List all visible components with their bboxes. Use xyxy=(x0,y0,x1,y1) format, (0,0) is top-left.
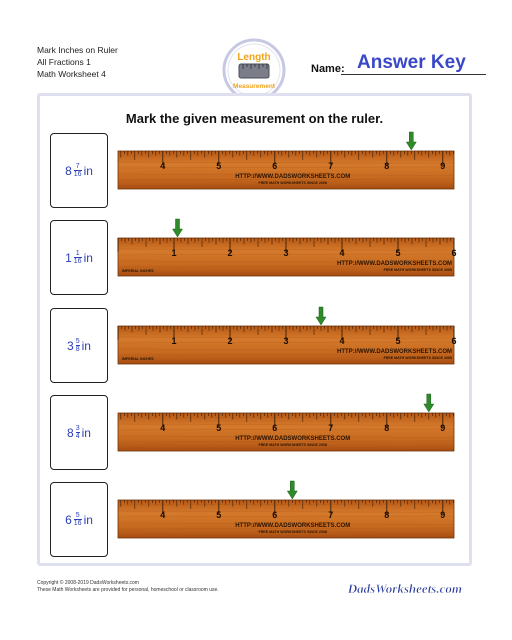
measurement-fraction xyxy=(74,250,82,265)
instructions: Mark the given measurement on the ruler. xyxy=(125,111,384,126)
usage-notice: These Math Worksheets are provided for personal, homeschool or classroom use. xyxy=(37,587,219,593)
fraction-denominator: 16 xyxy=(73,520,82,527)
measurement-fraction xyxy=(76,425,80,440)
ruler-tagline-text: FREE MATH WORKSHEETS SINCE 2008 xyxy=(258,443,327,447)
ruler-number: 1 xyxy=(171,336,177,346)
title-line-2: All Fractions 1 xyxy=(37,57,91,67)
measurement-value xyxy=(65,512,93,527)
fraction-numerator: 7 xyxy=(75,163,80,170)
ruler-number: 8 xyxy=(384,423,390,433)
measurement-fraction xyxy=(74,512,82,527)
fraction-denominator: 4 xyxy=(75,433,80,440)
ruler-number: 2 xyxy=(227,336,233,346)
ruler-number: 5 xyxy=(216,423,222,433)
copyright-text xyxy=(37,580,219,594)
ruler-number: 1 xyxy=(171,248,177,258)
ruler-number: 8 xyxy=(384,510,390,520)
ruler-number: 4 xyxy=(339,248,345,258)
ruler-number: 8 xyxy=(384,161,390,171)
ruler-number: 2 xyxy=(227,248,233,258)
ruler-number: 5 xyxy=(395,336,401,346)
ruler-tagline-text: FREE MATH WORKSHEETS SINCE 2008 xyxy=(383,268,452,272)
measurement-whole: 8 xyxy=(67,425,74,440)
measurement-box xyxy=(50,220,108,295)
ruler-number: 7 xyxy=(328,510,334,520)
ruler-number: 6 xyxy=(272,423,278,433)
fraction-denominator: 8 xyxy=(75,346,80,353)
ruler-number: 5 xyxy=(395,248,401,258)
fraction-numerator: 5 xyxy=(75,512,80,519)
ruler-number: 7 xyxy=(328,423,334,433)
measurement-whole: 1 xyxy=(65,250,72,265)
measurement-unit: in xyxy=(81,338,91,353)
answer-arrow-icon xyxy=(316,307,326,325)
fraction-numerator: 3 xyxy=(75,425,80,432)
worksheet-title xyxy=(37,44,118,80)
measurement-value xyxy=(67,338,91,353)
measurement-unit: in xyxy=(83,512,93,527)
measurement-value xyxy=(65,163,93,178)
fraction-numerator: 5 xyxy=(75,338,80,345)
measurement-fraction xyxy=(74,163,82,178)
copyright-line: Copyright © 2008-2019 DadsWorksheets.com xyxy=(37,580,139,586)
ruler-url-text: HTTP://WWW.DADSWORKSHEETS.COM xyxy=(235,436,351,442)
footer-logo-text: DadsWorksheets.com xyxy=(347,581,462,596)
fraction-numerator: 1 xyxy=(75,250,80,257)
ruler-url-text: HTTP://WWW.DADSWORKSHEETS.COM xyxy=(337,261,452,267)
measurement-unit: in xyxy=(81,425,91,440)
answer-arrow-icon xyxy=(287,481,297,499)
ruler-number: 4 xyxy=(160,161,166,171)
measurement-unit: in xyxy=(83,163,93,178)
measurement-whole: 3 xyxy=(67,338,74,353)
ruler[interactable] xyxy=(118,306,457,364)
measurement-value xyxy=(65,250,93,265)
ruler-number: 6 xyxy=(272,510,278,520)
ruler-number: 3 xyxy=(283,248,289,258)
answer-arrow-icon xyxy=(173,219,183,237)
ruler-number: 3 xyxy=(283,336,289,346)
title-line-1: Mark Inches on Ruler xyxy=(37,45,118,55)
measurement-box xyxy=(50,133,108,208)
ruler-tagline-text: FREE MATH WORKSHEETS SINCE 2008 xyxy=(258,530,327,534)
measurement-box xyxy=(50,482,108,557)
logo-bottom-text: Measurement xyxy=(233,83,275,90)
ruler-number: 4 xyxy=(160,423,166,433)
ruler-number: 6 xyxy=(451,248,457,258)
measurement-box xyxy=(50,308,108,383)
dadsworksheets-logo-icon xyxy=(334,578,464,598)
ruler[interactable] xyxy=(118,131,454,189)
fraction-denominator: 16 xyxy=(73,171,82,178)
footer xyxy=(37,578,472,600)
ruler-tagline-text: FREE MATH WORKSHEETS SINCE 2008 xyxy=(258,181,327,185)
ruler-number: 4 xyxy=(160,510,166,520)
ruler-number: 5 xyxy=(216,161,222,171)
ruler-number: 9 xyxy=(440,161,446,171)
name-label: Name: xyxy=(311,63,345,75)
title-line-3: Math Worksheet 4 xyxy=(37,69,106,79)
ruler-imperial-text: IMPERIAL INCHES xyxy=(122,269,154,273)
ruler-url-text: HTTP://WWW.DADSWORKSHEETS.COM xyxy=(235,174,351,180)
ruler-tagline-text: FREE MATH WORKSHEETS SINCE 2008 xyxy=(383,356,452,360)
ruler-number: 4 xyxy=(339,336,345,346)
measurement-value xyxy=(67,425,91,440)
name-field xyxy=(311,52,486,76)
ruler-number: 7 xyxy=(328,161,334,171)
measurement-whole: 6 xyxy=(65,512,72,527)
ruler-url-text: HTTP://WWW.DADSWORKSHEETS.COM xyxy=(337,349,452,355)
fraction-denominator: 16 xyxy=(73,258,82,265)
ruler-url-text: HTTP://WWW.DADSWORKSHEETS.COM xyxy=(235,523,351,529)
name-line xyxy=(341,74,486,75)
ruler-number: 6 xyxy=(272,161,278,171)
ruler-number: 5 xyxy=(216,510,222,520)
answer-arrow-icon xyxy=(406,132,416,150)
logo-top-text: Length xyxy=(237,52,271,63)
measurement-whole: 8 xyxy=(65,163,72,178)
ruler[interactable] xyxy=(118,480,454,538)
measurement-unit: in xyxy=(83,250,93,265)
ruler-imperial-text: IMPERIAL INCHES xyxy=(122,357,154,361)
measurement-box xyxy=(50,395,108,470)
ruler-number: 9 xyxy=(440,510,446,520)
answer-arrow-icon xyxy=(424,394,434,412)
ruler[interactable] xyxy=(118,218,457,276)
answer-key-title: Answer Key xyxy=(357,52,466,73)
worksheet-panel xyxy=(37,93,472,566)
measurement-fraction xyxy=(76,338,80,353)
ruler-number: 6 xyxy=(451,336,457,346)
ruler-number: 9 xyxy=(440,423,446,433)
ruler[interactable] xyxy=(118,393,454,451)
